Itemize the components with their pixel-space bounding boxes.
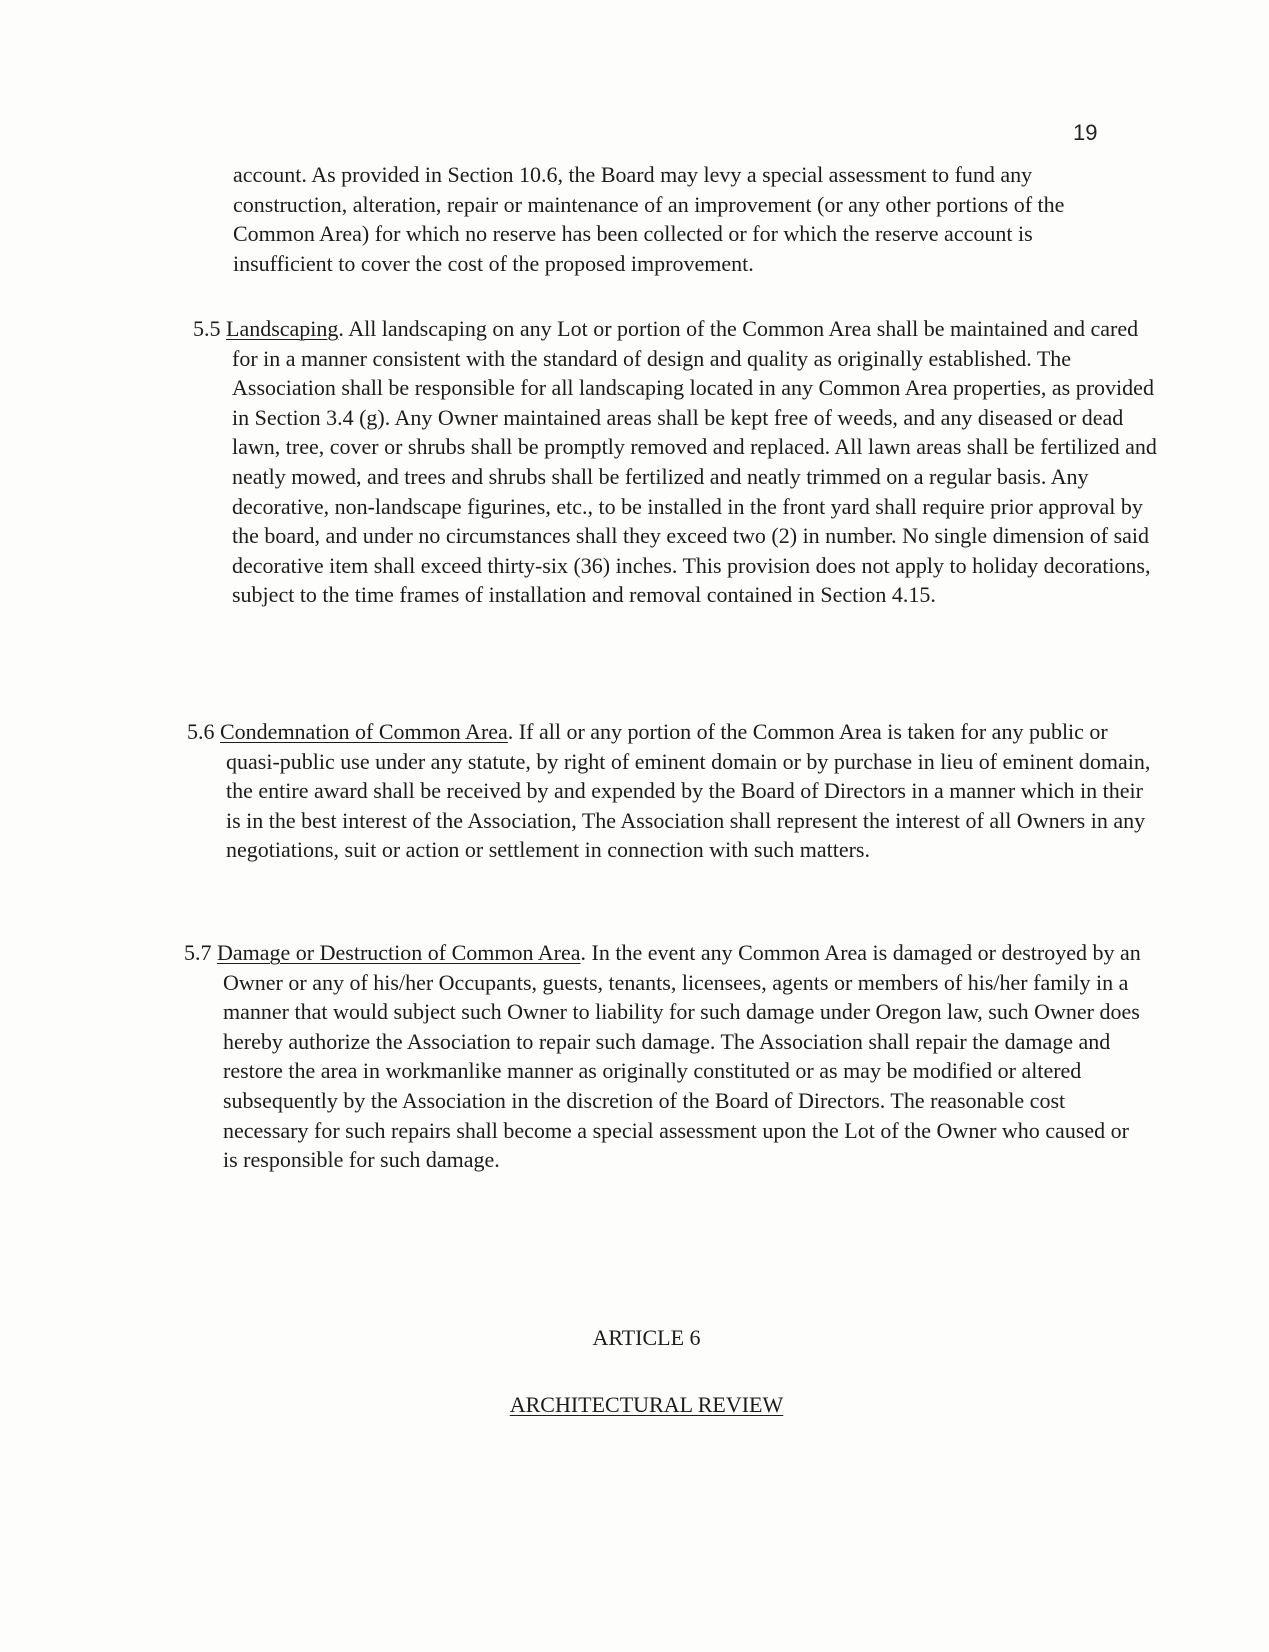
section-body: . In the event any Common Area is damaged or destroyed by an Owner or any of his/her Occupants, guests, tenants, licensees, agents or members of his/her family in a manner that would subject such Owner to liability for such damage under Oregon law, such Owner does hereby authorize the Association to repair such damage. The Association shall repair the damage and restore the area in workmanlike manner as originally constituted or as may be modified or altered subsequently by the Association in the discretion of the Board of Directors. The reasonable cost necessary for such repairs shall become a special assessment upon the Lot of the Owner who caused or is responsible for such damage. <box>223 940 1141 1173</box>
article-number: ARTICLE 6 <box>592 1325 701 1350</box>
article-title: ARCHITECTURAL REVIEW <box>509 1392 784 1417</box>
section-title: Damage or Destruction of Common Area <box>217 940 581 965</box>
section-title: Condemnation of Common Area <box>220 719 508 744</box>
paragraph-continued: account. As provided in Section 10.6, the Board may levy a special assessment to fund any construction, alteration, repair or maintenance of an improvement (or any other portions of the Common Area) for which no reserve has been collected or for which the reserve account is insufficient to cover the cost of the proposed improvement. <box>233 162 1065 276</box>
section-number: 5.5 <box>193 316 221 341</box>
section-5-5 <box>193 314 1157 610</box>
section-5-6 <box>187 717 1151 865</box>
section-number: 5.6 <box>187 719 215 744</box>
section-body: . All landscaping on any Lot or portion of the Common Area shall be maintained and cared for in a manner consistent with the standard of design and quality as originally established. The Association shall be responsible for all landscaping located in any Common Area properties, as provided in Section 3.4 (g). Any Owner maintained areas shall be kept free of weeds, and any diseased or dead lawn, tree, cover or shrubs shall be promptly removed and replaced. All lawn areas shall be fertilized and neatly mowed, and trees and shrubs shall be fertilized and neatly trimmed on a regular basis. Any decorative, non-landscape figurines, etc., to be installed in the front yard shall require prior approval by the board, and under no circumstances shall they exceed two (2) in number. No single dimension of said decorative item shall exceed thirty-six (36) inches. This provision does not apply to holiday decorations, subject to the time frames of installation and removal contained in Section 4.15. <box>232 316 1157 608</box>
article-heading <box>0 1392 1269 1418</box>
section-number: 5.7 <box>184 940 212 965</box>
page-number: 19 <box>1073 120 1098 145</box>
section-body: . If all or any portion of the Common Area is taken for any public or quasi-public use under any statute, by right of eminent domain or by purchase in lieu of eminent domain, the entire award shall be received by and expended by the Board of Directors in a manner which in their is in the best interest of the Association, The Association shall represent the interest of all Owners in any negotiations, suit or action or settlement in connection with such matters. <box>226 719 1151 863</box>
section-5-7 <box>184 938 1148 1175</box>
section-title: Landscaping <box>226 316 339 341</box>
